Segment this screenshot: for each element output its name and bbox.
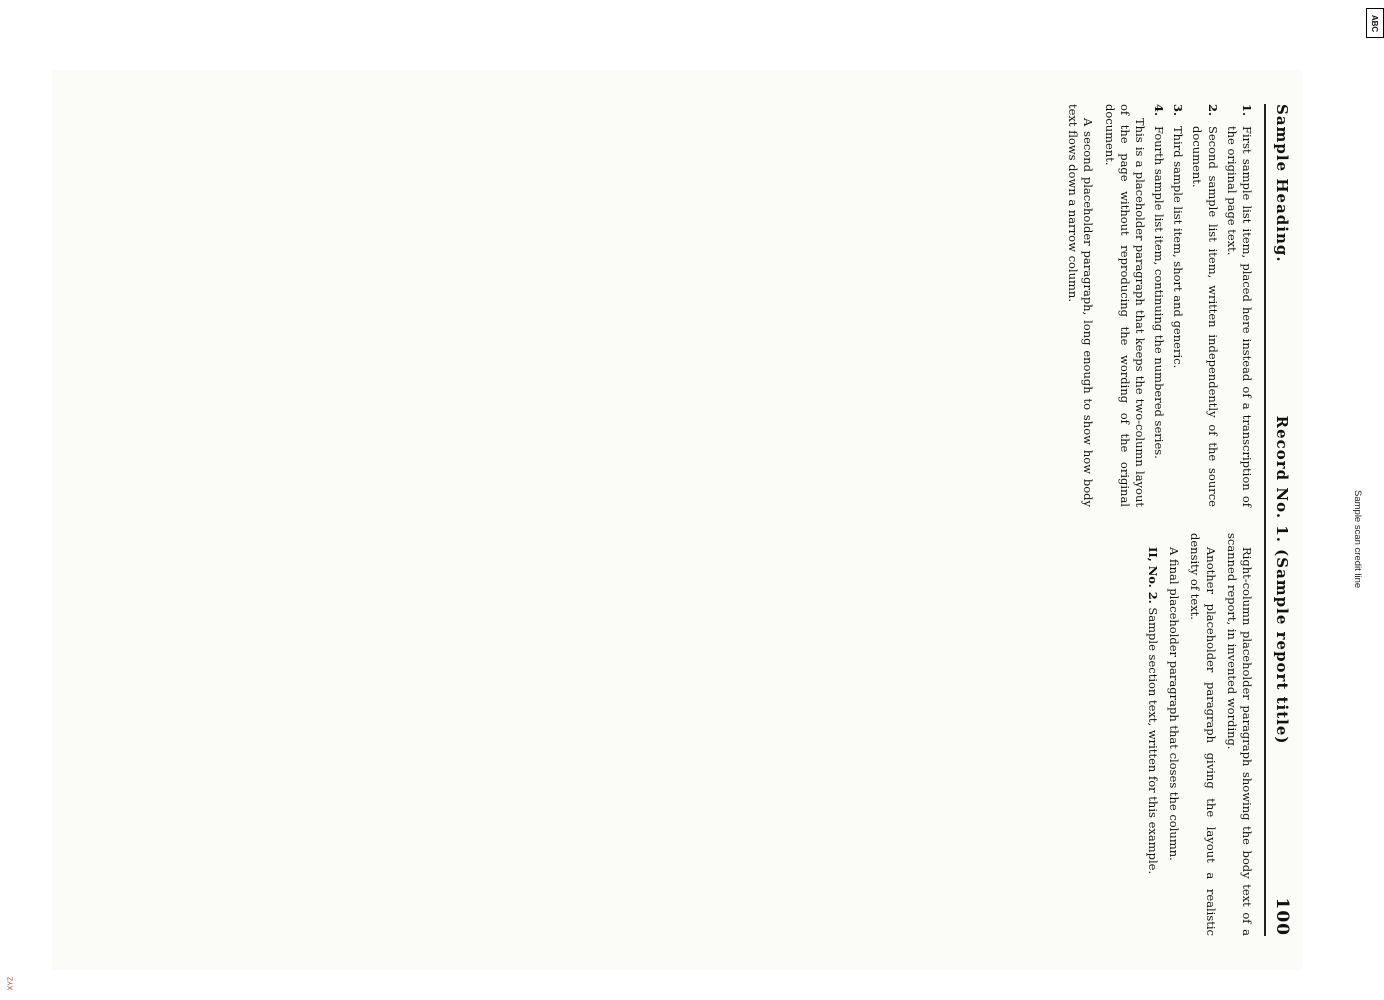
list-text: Fourth sample list item, continuing the numbered series. — [1152, 126, 1167, 459]
list-text: First sample list item, placed here instead of a transcription of the original page text. — [1224, 126, 1254, 507]
page-number: 100 — [1272, 897, 1292, 936]
column-right — [1059, 533, 1254, 936]
library-stamp: XYZ — [7, 976, 15, 991]
column-left — [1059, 104, 1254, 507]
list-number: 2. — [1205, 104, 1220, 117]
list-number: 4. — [1152, 104, 1167, 117]
list-item — [1189, 104, 1219, 507]
dfg-logo — [1366, 8, 1384, 38]
list-item — [1151, 104, 1166, 507]
section-paragraph — [1145, 533, 1160, 936]
list-item — [1224, 104, 1254, 507]
rotated-page-content — [52, 70, 1302, 970]
side-credit — [1354, 40, 1374, 940]
section-text: Sample section text, written for this example. — [1146, 607, 1161, 875]
running-head-left: Sample Heading. — [1273, 104, 1291, 263]
scanned-page — [52, 70, 1302, 970]
body-paragraph: This is a placeholder paragraph that keeps the two-column layout of the page without reproducing the wording of the original document. — [1102, 104, 1147, 507]
list-number: 3. — [1171, 104, 1186, 117]
body-paragraph: Another placeholder paragraph giving the layout a realistic density of text. — [1188, 533, 1218, 936]
body-paragraph: Right-column placeholder paragraph showing the body text of a scanned report, in invented wording. — [1224, 533, 1254, 936]
side-credit-text: Sample scan credit line — [1352, 490, 1363, 589]
list-text: Third sample list item, short and generic. — [1171, 126, 1186, 369]
running-head — [1264, 104, 1292, 936]
text-columns — [1059, 104, 1254, 936]
list-item — [1170, 104, 1185, 507]
body-paragraph: A final placeholder paragraph that closes the column. — [1167, 547, 1182, 861]
list-text: Second sample list item, written independently of the source document. — [1190, 126, 1220, 507]
dfg-label: ABC — [1370, 14, 1380, 32]
body-paragraph: A second placeholder paragraph, long enough to show how body text flows down a narrow column. — [1066, 104, 1096, 507]
section-label: II, No. 2. — [1146, 547, 1161, 604]
list-number: 1. — [1240, 104, 1254, 117]
running-head-title: Record No. 1. (Sample report title) — [1273, 415, 1291, 745]
